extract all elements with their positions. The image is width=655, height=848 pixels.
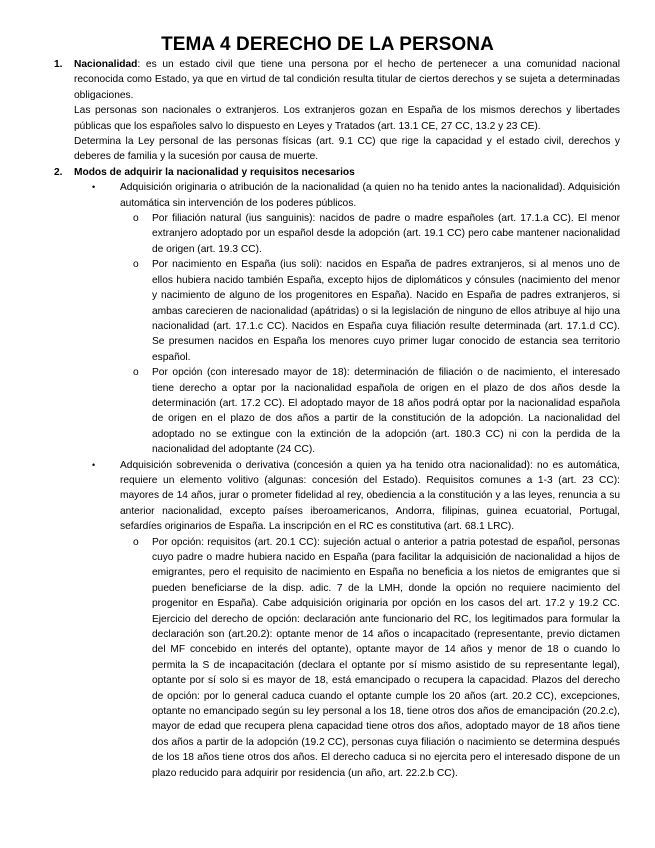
bullet-text: Adquisición originaria o atribución de la nacionalidad (a quien no ha tenido antes la nacionalidad). Adquisición automática sin intervención de los poderes públicos. [120, 182, 620, 209]
bullet-text: Adquisición sobrevenida o derivativa (concesión a quien ya ha tenido otra nacionalidad): no es automática, requiere un elemento volitivo (algunas: concesión del Estado). Requisitos comunes a 1-3 (art. 23 CC): mayores de 14 años, jurar o prometer fidelidad al rey, obediencia a la constitución y a las leyes, renuncia a su anterior nacionalidad, excepto países iberoamericanos, Andorra, filipinas, guinea ecuatorial, Portugal, sefardíes originarios de España. La inscripción en el RC es constitutiva (art. 68.1 LRC). [120, 459, 620, 533]
bullet-marker: • [92, 459, 96, 470]
document-title: TEMA 4 DERECHO DE LA PERSONA [161, 34, 494, 55]
sub-item-text: Por nacimiento en España (ius soli): nacidos en España de padres extranjeros, si al menos uno de ellos hubiera nacido también España, excepto hijos de diplomáticos y cónsules (nacimiento del menor y nacimiento de alguno de los progenitores en España). Nacido en España de padres extranjeros, si ambas carecieren de nacionalidad (apátridas) o si la legislación de ninguno de ellos atribuye al hijo una nacionalidad (art. 17.1.c CC). Nacidos en España cuya filiación resulte determinada (art. 17.1.d CC). Se presumen nacidos en España los menores cuyo primer lugar conocido de estancia sea territorio español. [152, 259, 620, 363]
sub-marker: o [133, 259, 139, 271]
sub-item-nacimiento [52, 257, 620, 365]
section-modos [52, 165, 620, 180]
section-number: 2. [54, 166, 63, 178]
paragraph: Determina la Ley personal de las personas físicas (art. 9.1 CC) que rige la capacidad y el estado civil, derechos y deberes de familia y la sucesión por causa de muerte. [74, 136, 620, 163]
section-paragraph [74, 57, 620, 103]
bullet-marker: • [92, 182, 96, 193]
section-heading: Modos de adquirir la nacionalidad y requisitos necesarios [74, 166, 355, 178]
sub-item-text: Por filiación natural (ius sanguinis): nacidos de padre o madre españoles (art. 17.1.a CC). El menor extranjero adoptado por un español desde la adopción (art. 19.1 CC) pero cabe mantener nacionalidad de origen (art. 19.3 CC). [152, 213, 620, 255]
sub-marker: o [133, 367, 139, 379]
sub-item-opcion-originaria [52, 365, 620, 457]
sub-item-filiacion [52, 211, 620, 257]
term-nacionalidad: Nacionalidad [74, 59, 138, 70]
paragraph: Las personas son nacionales o extranjeros. Los extranjeros gozan en España de los mismos derechos y libertades públicas que los españoles salvo lo dispuesto en Leyes y Tratados (art. 13.1 CE, 27 CC, 13.2 y 23 CE). [74, 105, 620, 132]
section-number: 1. [54, 59, 63, 70]
bullet-adquisicion-originaria [52, 180, 620, 211]
section-nacionalidad [52, 57, 620, 165]
bullet-adquisicion-derivativa [52, 458, 620, 535]
sub-item-opcion-derivativa [52, 535, 620, 782]
sub-item-text: Por opción (con interesado mayor de 18): determinación de filiación o de nacimiento, el interesado tiene derecho a optar por la nacionalidad española de origen en el plazo de dos años desde la determinación (art. 17.2 CC). El adoptado mayor de 18 años podrá optar por la nacionalidad española de origen en el plazo de dos años a partir de la constitución de la adopción. La nacionalidad del adoptado no se extingue con la extinción de la adopción (art. 180.3 CC) ni con la perdida de la nacionalidad del adoptante (24 CC). [152, 367, 620, 456]
definition-text: : es un estado civil que tiene una persona por el hecho de pertenecer a una comunidad nacional reconocida como Estado, ya que en virtud de tal condición resulta titular de ciertos derechos y se sujeta a determinadas obligaciones. [74, 59, 620, 101]
document-body [52, 57, 620, 781]
sub-item-text: Por opción: requisitos (art. 20.1 CC): sujeción actual o anterior a patria potestad de español, personas cuyo padre o madre hubiera nacido en España (para facilitar la adquisición de nacionalidad a hijos de emigrantes, pero el requisito de nacimiento en España no beneficia a los nietos de emigrantes que si pueden beneficiarse de la disp. adic. 7 de la LMH, donde la opción no requiere nacimiento del progenitor en España). Cabe adquisición originaria por opción en los casos del art. 17.2 y 19.2 CC. Ejercicio del derecho de opción: declaración ante funcionario del RC, los legitimados para formular la declaración son (art.20.2): optante menor de 14 años o incapacitado (representante, previo dictamen del MF concebido en interés del optante), optante mayor de 14 años y menor de 18 o cuando lo permita la S de incapacitación (declara el optante por sí mismo asistido de su representante legal), optante por sí solo si es mayor de 18, está emancipado o recupera la capacidad. Plazos del derecho de opción: por lo general caduca cuando el optante cumple los 20 años (art. 20.2 CC), excepciones, optante no emancipado según su ley personal a los 18, tiene otros dos años de emancipación (20.2.c), mayor de edad que recupera plena capacidad tiene otros dos años, adoptado mayor de 18 años tiene dos años a partir de la adopción (19.2 CC), personas cuya filiación o nacimiento se determina después de los 18 años tiene otros dos años. El derecho caduca si no ejercita pero el interesado dispone de un plazo reducido para adquirir por residencia (un año, art. 22.2.b CC). [152, 536, 620, 779]
sub-marker: o [133, 213, 139, 225]
sub-marker: o [133, 536, 139, 548]
